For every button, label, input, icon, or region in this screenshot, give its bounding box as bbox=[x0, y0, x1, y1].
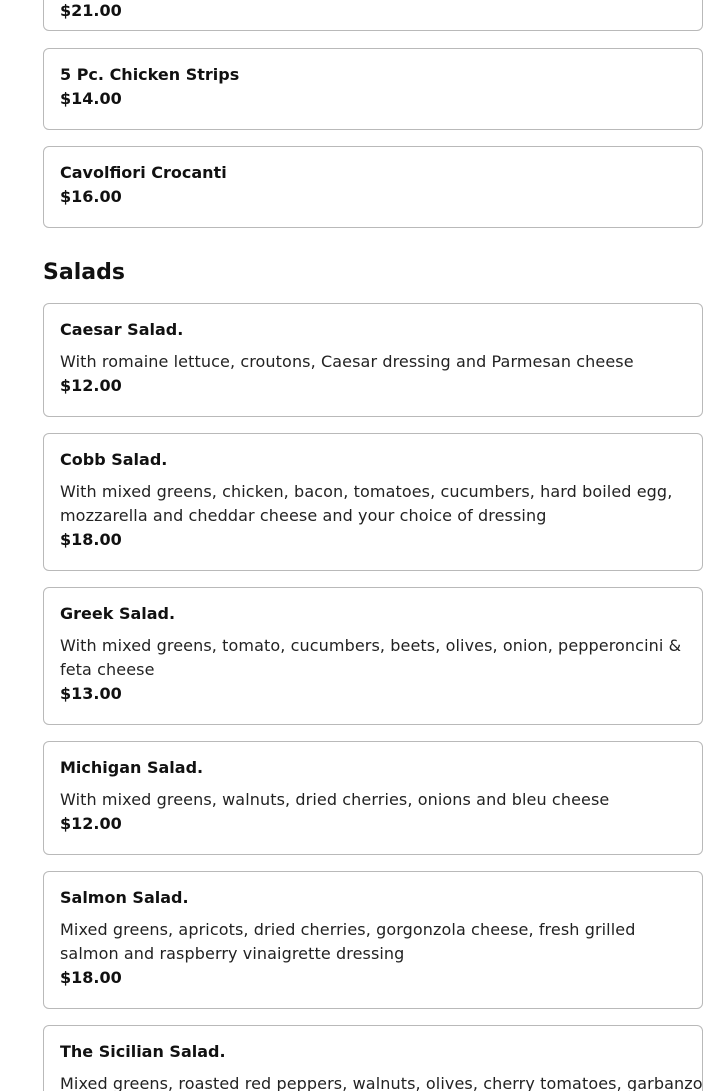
item-name: Greek Salad. bbox=[60, 604, 176, 623]
item-name: Salmon Salad. bbox=[60, 888, 189, 907]
menu-item-card[interactable] bbox=[43, 146, 703, 228]
menu-item-card[interactable] bbox=[43, 0, 703, 31]
item-description: With romaine lettuce, croutons, Caesar dressing and Parmesan cheese bbox=[60, 352, 634, 371]
item-price: $12.00 bbox=[60, 376, 122, 395]
menu-item-card[interactable] bbox=[43, 587, 703, 725]
item-name: Cavolfiori Crocanti bbox=[60, 163, 227, 182]
item-description: With mixed greens, walnuts, dried cherries, onions and bleu cheese bbox=[60, 790, 610, 809]
menu-item-card[interactable] bbox=[43, 1025, 703, 1091]
item-name: The Sicilian Salad. bbox=[60, 1042, 226, 1061]
menu-item-card[interactable] bbox=[43, 303, 703, 417]
item-description: With mixed greens, tomato, cucumbers, beets, olives, onion, pepperoncini & feta cheese bbox=[60, 636, 682, 679]
item-name: Caesar Salad. bbox=[60, 320, 184, 339]
section-heading-salads: Salads bbox=[43, 260, 125, 285]
menu-item-card[interactable] bbox=[43, 741, 703, 855]
item-price: $18.00 bbox=[60, 530, 122, 549]
item-price: $18.00 bbox=[60, 968, 122, 987]
item-price: $14.00 bbox=[60, 89, 122, 108]
menu-item-card[interactable] bbox=[43, 48, 703, 130]
item-name: Cobb Salad. bbox=[60, 450, 168, 469]
item-description: With mixed greens, chicken, bacon, tomatoes, cucumbers, hard boiled egg, mozzarella and cheddar cheese and your choice of dressing bbox=[60, 482, 673, 525]
item-price: $12.00 bbox=[60, 814, 122, 833]
item-description: Mixed greens, roasted red peppers, walnuts, olives, cherry tomatoes, garbanzo bbox=[60, 1074, 703, 1091]
item-description: Mixed greens, apricots, dried cherries, gorgonzola cheese, fresh grilled salmon and raspberry vinaigrette dressing bbox=[60, 920, 636, 963]
item-price: $16.00 bbox=[60, 187, 122, 206]
menu-item-card[interactable] bbox=[43, 433, 703, 571]
item-name: Michigan Salad. bbox=[60, 758, 204, 777]
menu-item-card[interactable] bbox=[43, 871, 703, 1009]
item-name: 5 Pc. Chicken Strips bbox=[60, 65, 240, 84]
item-price: $13.00 bbox=[60, 684, 122, 703]
item-price: $21.00 bbox=[60, 1, 122, 20]
